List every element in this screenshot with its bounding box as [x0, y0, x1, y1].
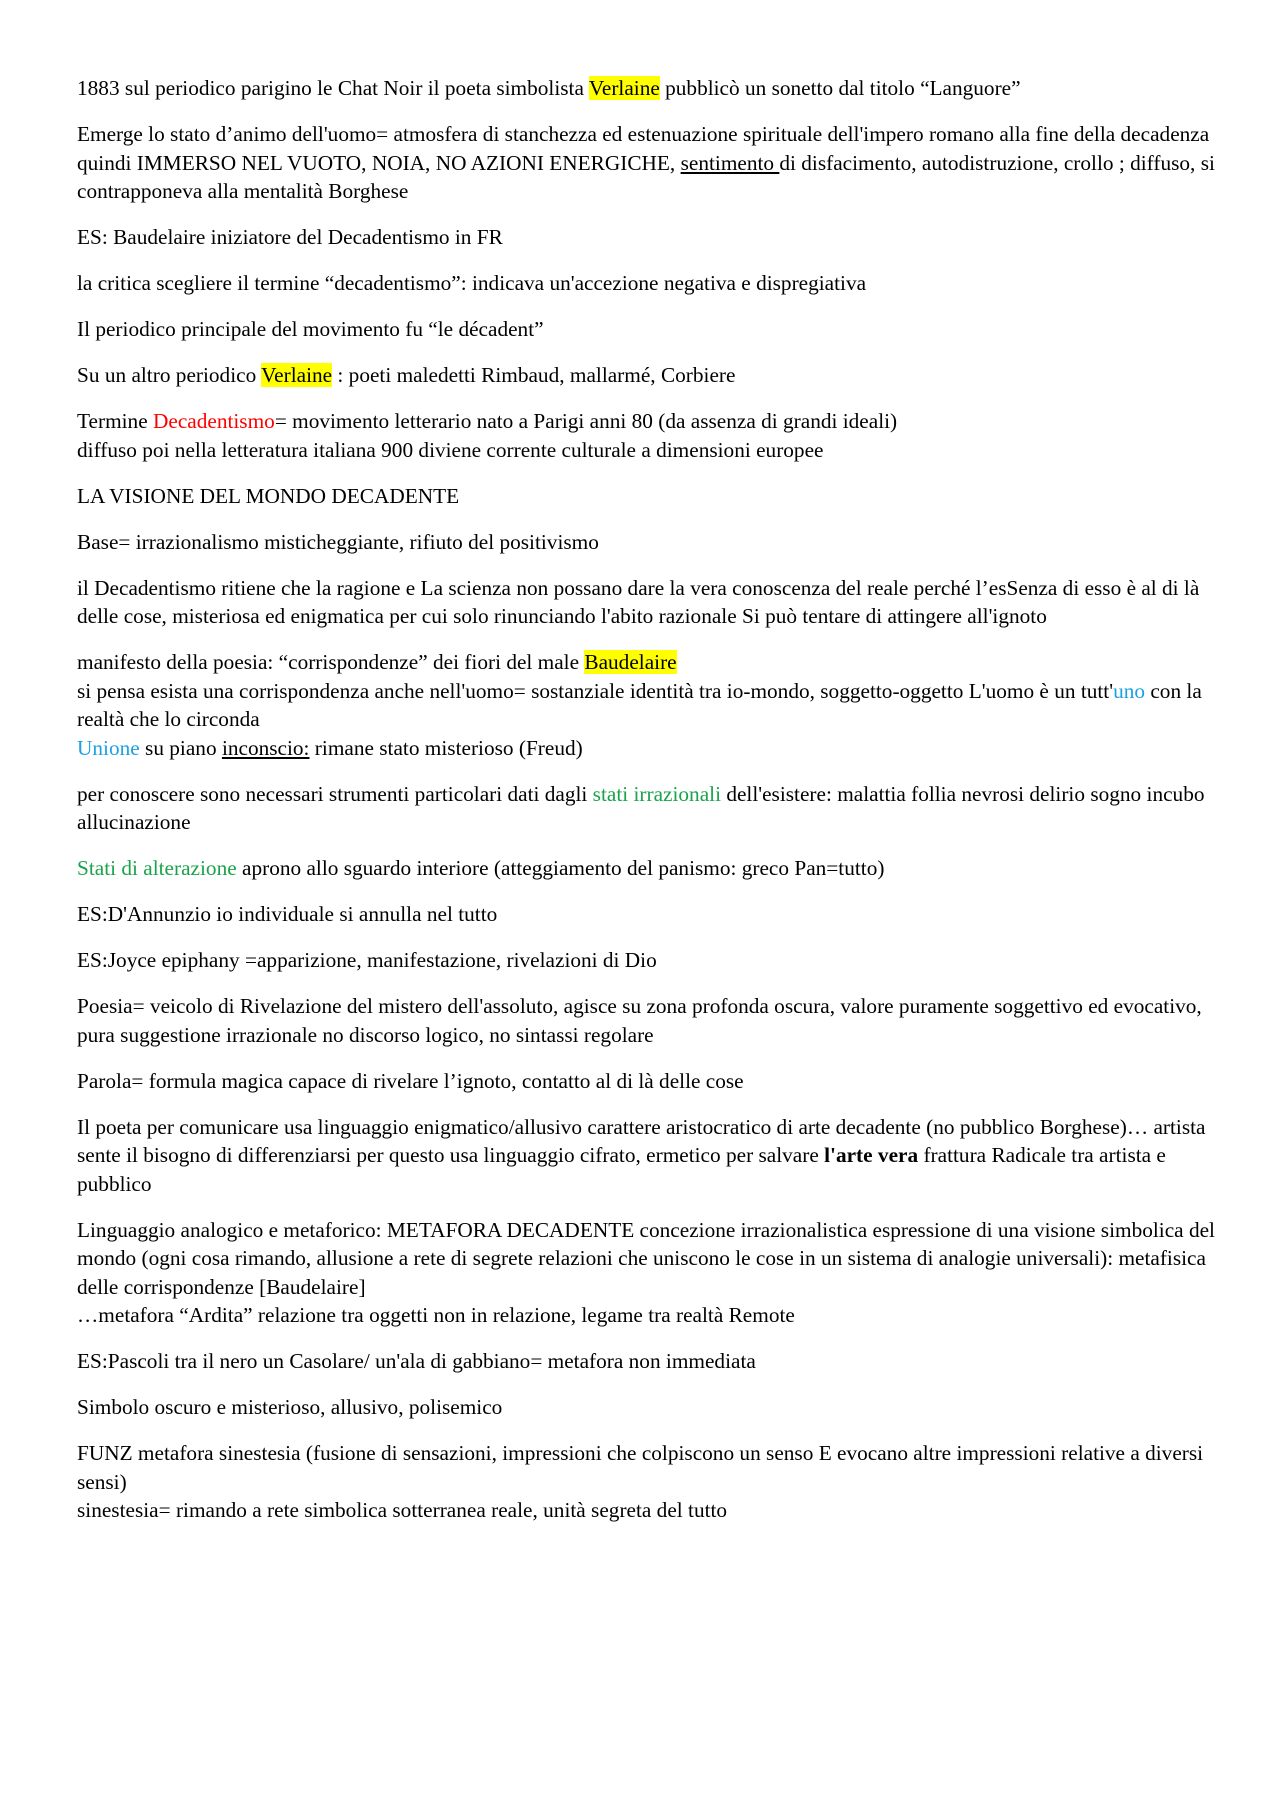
text-hl: Baudelaire	[584, 650, 677, 674]
paragraph	[77, 120, 1217, 206]
document-page	[77, 74, 1217, 1542]
text-blue: Unione	[77, 735, 140, 760]
text-run: Il periodico principale del movimento fu “le décadent”	[77, 317, 544, 341]
text-run: rimane stato misterioso (Freud)	[309, 735, 583, 760]
text-hl: Verlaine	[261, 363, 333, 387]
paragraph	[77, 648, 1217, 762]
text-ul: inconscio:	[221, 735, 310, 760]
text-run: ES:Joyce epiphany =apparizione, manifestazione, rivelazioni di Dio	[77, 948, 657, 972]
text-run: Il poeta per comunicare usa linguaggio enigmatico/allusivo carattere aristocratico di arte decadente (no pubblico Borghese)… artista sente il bisogno di differenziarsi per questo usa linguaggio cifrato, ermetico per salvare	[77, 1114, 1206, 1167]
text-run: ES:Pascoli tra il nero un Casolare/ un'ala di gabbiano= metafora non immediata	[77, 1349, 756, 1373]
text-b: l'arte vera	[824, 1143, 919, 1167]
paragraph	[77, 269, 1217, 298]
paragraph	[77, 854, 1217, 883]
paragraph	[77, 361, 1217, 390]
text-run: frattura Radicale tra artista e pubblico	[77, 1143, 1166, 1196]
text-hl: Verlaine	[588, 76, 660, 100]
text-blue: uno	[1113, 678, 1146, 703]
text-run: Termine	[77, 409, 153, 433]
paragraph	[77, 946, 1217, 975]
paragraph	[77, 1216, 1217, 1330]
paragraph	[77, 407, 1217, 464]
text-run: aprono allo sguardo interiore (atteggiamento del panismo: greco Pan=tutto)	[236, 856, 885, 880]
text-run: LA VISIONE DEL MONDO DECADENTE	[77, 483, 460, 508]
paragraph	[77, 528, 1217, 557]
text-run: diffuso poi nella letteratura italiana 900 diviene corrente culturale a dimensioni europee	[77, 437, 824, 462]
text-run: = movimento letterario nato a Parigi anni 80 (da assenza di grandi ideali)	[274, 409, 898, 433]
paragraph	[77, 574, 1217, 631]
paragraph	[77, 1113, 1217, 1199]
paragraph	[77, 900, 1217, 929]
text-run: si pensa esista una corrispondenza anche nell'uomo= sostanziale identità tra io-mondo, soggetto-oggetto L'uomo è un tutt'	[77, 678, 1114, 703]
text-run: ES: Baudelaire iniziatore del Decadentismo in FR	[77, 225, 503, 249]
paragraph	[77, 1347, 1217, 1376]
paragraph	[77, 482, 1217, 511]
text-run: Base= irrazionalismo misticheggiante, rifiuto del positivismo	[77, 529, 599, 554]
text-ul: sentimento	[680, 150, 780, 175]
text-run: su piano	[139, 735, 222, 760]
text-run: la critica scegliere il termine “decadentismo”: indicava un'accezione negativa e dispregiativa	[77, 271, 867, 295]
text-run: per conoscere sono necessari strumenti particolari dati dagli	[77, 781, 593, 806]
text-green: stati irrazionali	[592, 781, 721, 806]
paragraph	[77, 315, 1217, 344]
text-run: Emerge lo stato d’animo dell'uomo= atmosfera di stanchezza ed estenuazione spirituale dell'impero romano alla fine della decadenza quindi IMMERSO NEL VUOTO, NOIA, NO AZIONI ENERGICHE,	[77, 122, 1210, 175]
text-run: manifesto della poesia: “corrispondenze” dei fiori del male	[77, 650, 585, 674]
paragraph	[77, 992, 1217, 1049]
text-run: 1883 sul periodico parigino le Chat Noir il poeta simbolista	[77, 76, 589, 100]
text-run: Parola= formula magica capace di rivelare l’ignoto, contatto al di là delle cose	[77, 1068, 744, 1093]
paragraph	[77, 1439, 1217, 1525]
text-run: …metafora “Ardita” relazione tra oggetti non in relazione, legame tra realtà Remote	[77, 1303, 795, 1327]
paragraph	[77, 74, 1217, 103]
paragraph	[77, 1393, 1217, 1422]
text-run: di disfacimento, autodistruzione, crollo ; diffuso, si contrapponeva alla mentalità Borghese	[77, 150, 1215, 203]
text-run: Poesia= veicolo di Rivelazione del mistero dell'assoluto, agisce su zona profonda oscura, valore puramente soggettivo ed evocativo, pura suggestione irrazionale no discorso logico, no sintassi regolare	[77, 994, 1202, 1047]
text-run: il Decadentismo ritiene che la ragione e La scienza non possano dare la vera conoscenza del reale perché l’esSenza di esso è al di là delle cose, misteriosa ed enigmatica per cui solo rinunciando l'abito razionale Si può tentare di attingere all'ignoto	[77, 575, 1200, 628]
paragraph	[77, 780, 1217, 837]
paragraph	[77, 1067, 1217, 1096]
paragraph	[77, 223, 1217, 252]
text-run: pubblicò un sonetto dal titolo “Languore”	[659, 76, 1021, 100]
text-run: Simbolo oscuro e misterioso, allusivo, polisemico	[77, 1395, 503, 1419]
text-red: Decadentismo	[152, 409, 275, 433]
text-run: FUNZ metafora sinestesia (fusione di sensazioni, impressioni che colpiscono un senso E evocano altre impressioni relative a diversi sensi)	[77, 1441, 1204, 1494]
text-run: dell'esistere: malattia follia nevrosi delirio sogno incubo allucinazione	[77, 781, 1205, 834]
text-run: ES:D'Annunzio io individuale si annulla nel tutto	[77, 902, 498, 926]
text-green: Stati di alterazione	[77, 856, 237, 880]
text-run: Linguaggio analogico e metaforico: METAFORA DECADENTE concezione irrazionalistica espressione di una visione simbolica del mondo (ogni cosa rimando, allusione a rete di segrete relazioni che uniscono le cose in un sistema di analogie universali): metafisica delle corrispondenze [Baudelaire]	[77, 1217, 1215, 1299]
text-run: Su un altro periodico	[77, 363, 262, 387]
text-run: sinestesia= rimando a rete simbolica sotterranea reale, unità segreta del tutto	[77, 1498, 728, 1522]
text-run: : poeti maledetti Rimbaud, mallarmé, Corbiere	[332, 363, 736, 387]
text-run: con la realtà che lo circonda	[77, 678, 1202, 731]
